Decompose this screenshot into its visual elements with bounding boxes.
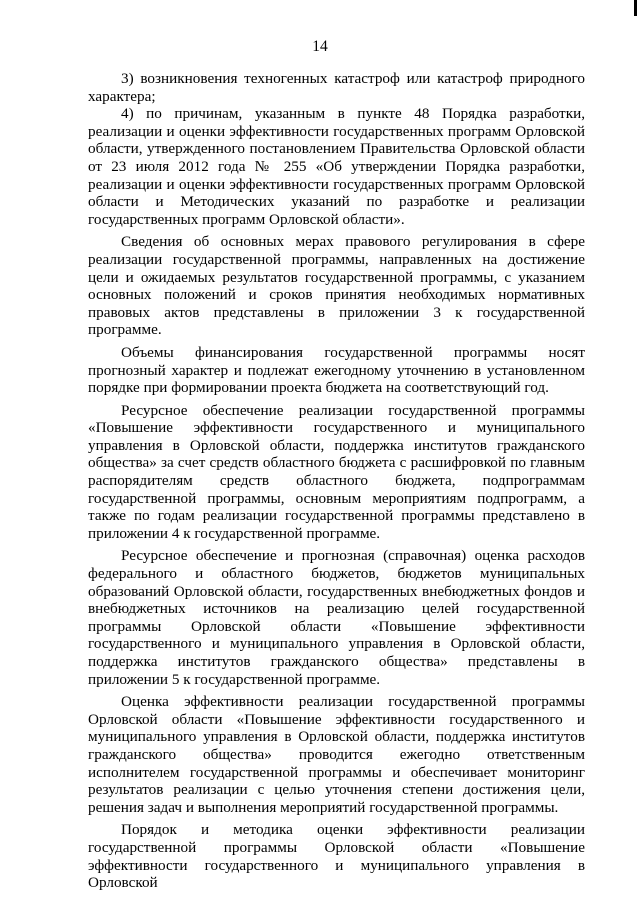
paragraph-financing-volumes: Объемы финансирования государственной программы носят прогнозный характер и подлежат ежегодному уточнению в установленном порядке при формировании проекта бюджета на соответствующий год.: [88, 343, 585, 397]
page-number: 14: [312, 38, 328, 55]
paragraph-legal-regulation: Сведения об основных мерах правового регулирования в сфере реализации государственной программы, направленных на достижение цели и ожидаемых результатов государственной программы, с указанием основных положений и сроков принятия необходимых нормативных правовых актов представлены в приложении 3 к государственной программе.: [88, 233, 585, 339]
paragraph-list-item-4: 4) по причинам, указанным в пункте 48 Порядка разработки, реализации и оценки эффективности государственных программ Орловской области, утвержденного постановлением Правительства Орловской области от 23 июля 2012 года № 255 «Об утверждении Порядка разработки, реализации и оценки эффективности государственных программ Орловской области и Методических указаний по разработке и реализации государственных программ Орловской области».: [88, 105, 585, 228]
paragraph-resource-provision-regional: Ресурсное обеспечение реализации государственной программы «Повышение эффективности государственного и муниципального управления в Орловской области, поддержка институтов гражданского общества» за счет средств областного бюджета с расшифровкой по главным распорядителям средств областного бюджета, подпрограммам государственной программы, основным мероприятиям подпрограмм, а также по годам реализации государственной программы представлено в приложении 4 к государственной программе.: [88, 401, 585, 542]
paragraph-list-item-3: 3) возникновения техногенных катастроф или катастроф природного характера;: [88, 70, 585, 105]
paragraph-evaluation-procedure: Порядок и методика оценки эффективности реализации государственной программы Орловской области «Повышение эффективности государственного и муниципального управления в Орловской: [88, 821, 585, 892]
paragraph-resource-provision-forecast: Ресурсное обеспечение и прогнозная (справочная) оценка расходов федерального и областного бюджетов, бюджетов муниципальных образований Орловской области, государственных внебюджетных фондов и внебюджетных источников на реализацию целей государственной программы Орловской области «Повышение эффективности государственного и муниципального управления в Орловской области, поддержка институтов гражданского общества» представлены в приложении 5 к государственной программе.: [88, 547, 585, 688]
page-body: [88, 70, 585, 892]
paragraph-efficiency-evaluation: Оценка эффективности реализации государственной программы Орловской области «Повышение эффективности государственного и муниципального управления в Орловской области, поддержка институтов гражданского общества» проводится ежегодно ответственным исполнителем государственной программы и обеспечивает мониторинг результатов реализации с целью уточнения степени достижения цели, решения задач и выполнения мероприятий государственной программы.: [88, 693, 585, 816]
scan-edge-mark: [634, 0, 637, 16]
